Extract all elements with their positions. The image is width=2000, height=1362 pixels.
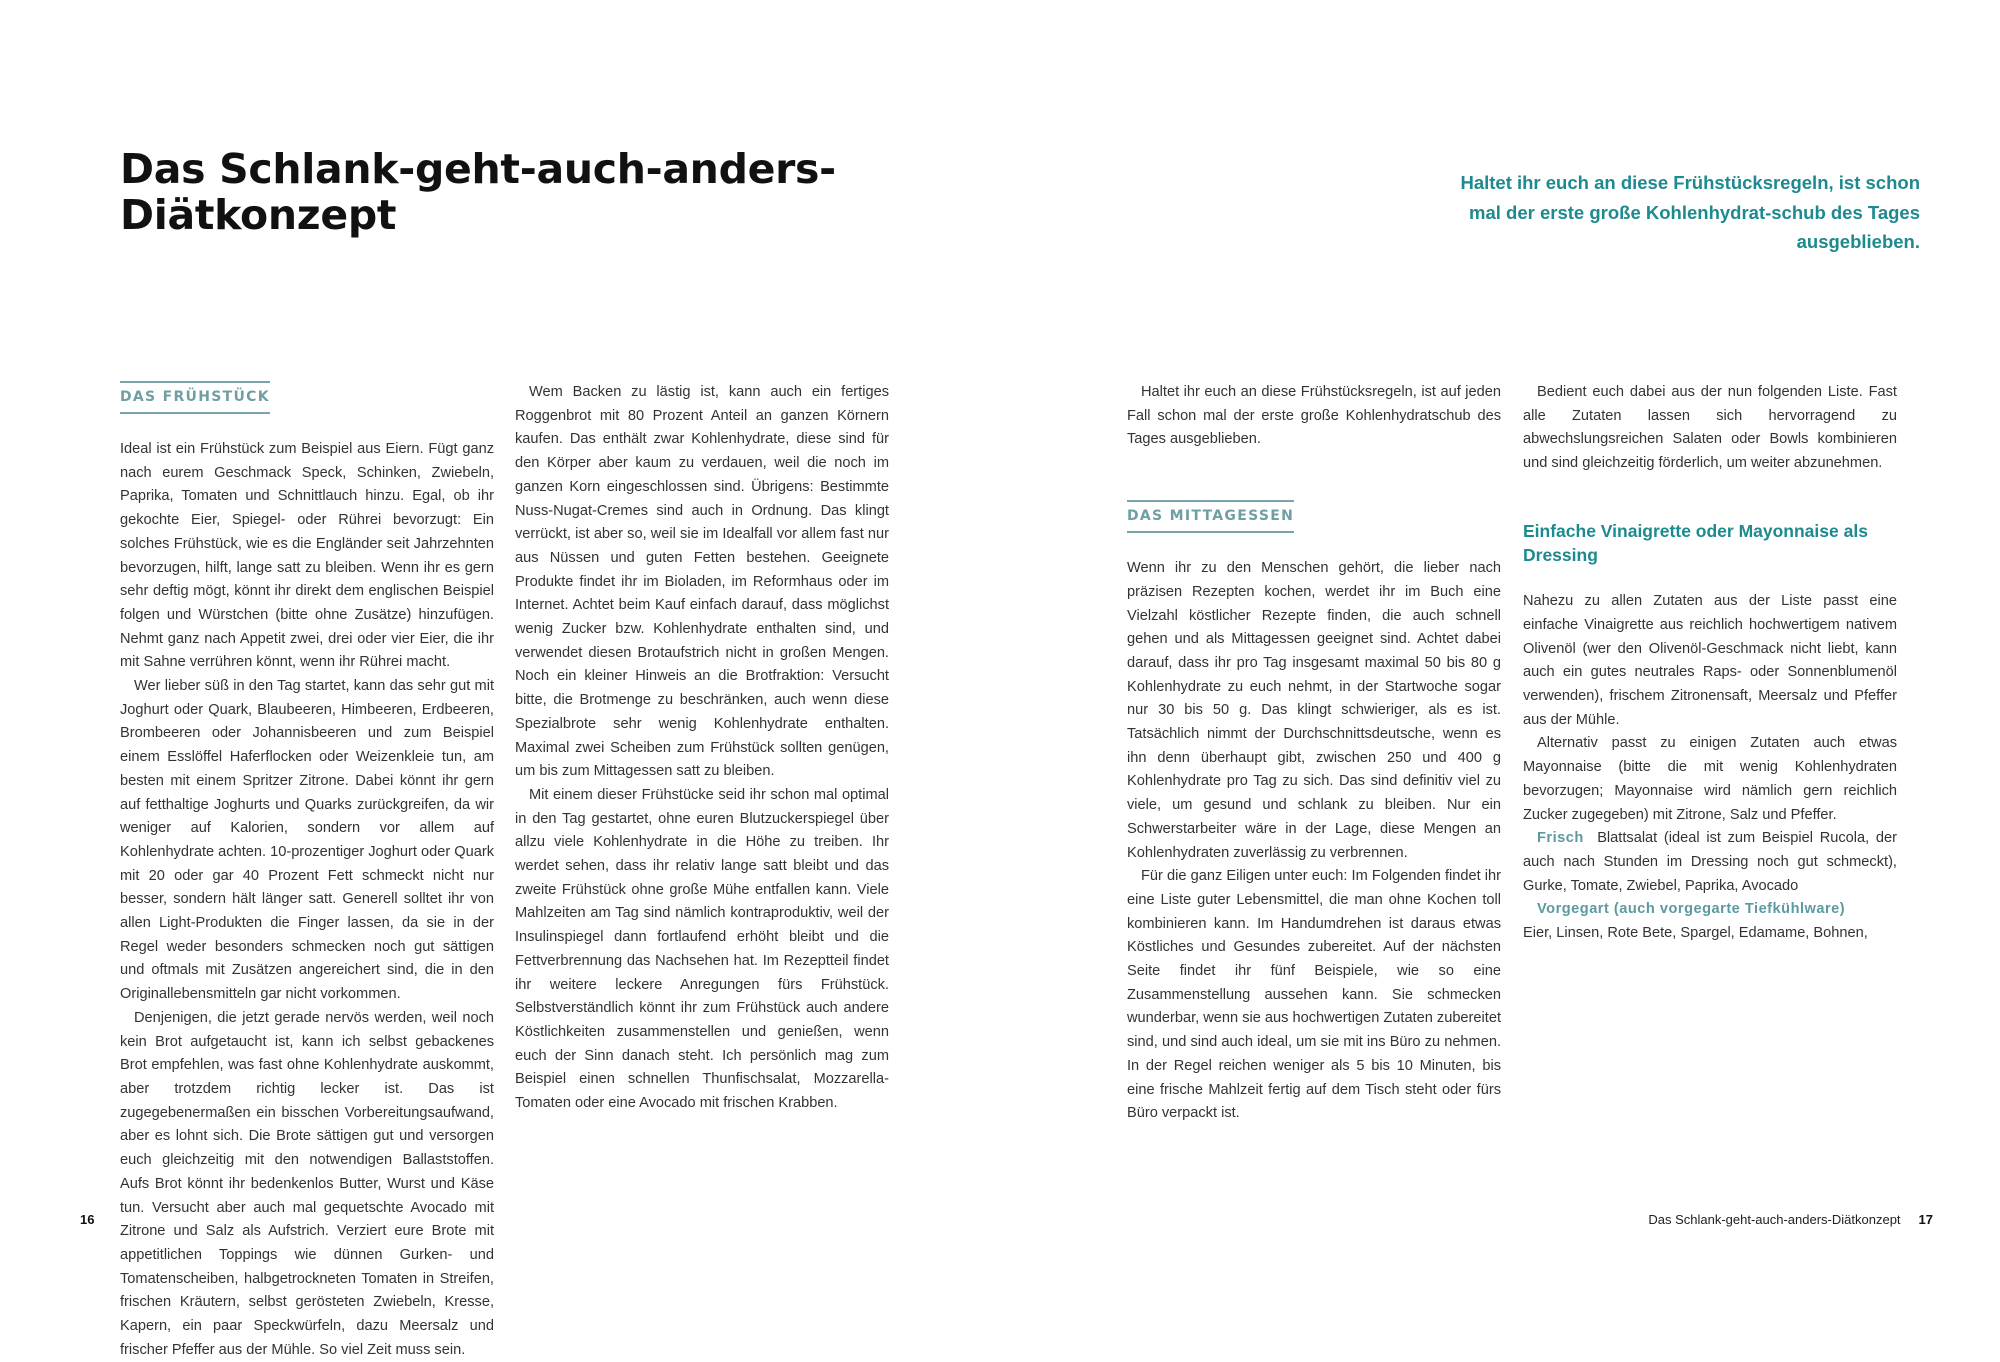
list-text-vorgegart: Eier, Linsen, Rote Bete, Spargel, Edamame, Bohnen, xyxy=(1523,925,1868,942)
text-column-1 xyxy=(120,381,494,1362)
running-title: Das Schlank-geht-auch-anders-Diätkonzept xyxy=(1648,1212,1901,1227)
text-column-2 xyxy=(515,381,889,1116)
section-heading-mittagessen: DAS MITTAGESSEN xyxy=(1127,500,1294,533)
running-footer xyxy=(1648,1212,1933,1227)
paragraph: Alternativ passt zu einigen Zutaten auch etwas Mayonnaise (bitte die mit wenig Kohlenhydraten bevorzugen; Mayonnaise wird nämlich gern reichlich Zucker zugegeben) mit Zitrone, Salz und Pfeffer. xyxy=(1523,735,1897,823)
paragraph: Denjenigen, die jetzt gerade nervös werden, weil noch kein Brot aufgetaucht ist, kann ich selbst gebackenes Brot empfehlen, was fast ohne Kohlenhydrate auskommt, aber trotzdem richtig lecker ist. Das ist zugegebenermaßen ein bisschen Vorbereitungsaufwand, aber es lohnt sich. Die Brote sättigen gut und versorgen euch gleichzeitig mit den notwendigen Ballaststoffen. Aufs Brot könnt ihr bedenkenlos Butter, Wurst und Käse tun. Versucht aber auch mal gequetschte Avocado mit Zitrone und Salz als Aufstrich. Verziert eure Brote mit appetitlichen Toppings wie dünnen Gurken- und Tomatenscheiben, halbgetrockneten Tomaten in Streifen, frischen Kräutern, selbst gerösteten Zwiebeln, Kresse, Kapern, ein paar Speckwürfeln, dazu Meersalz und frischer Pfeffer aus der Mühle. So viel Zeit muss sein. xyxy=(120,1009,494,1358)
text-column-4 xyxy=(1523,381,1897,946)
page-title: Das Schlank-geht-auch-anders-Diätkonzept xyxy=(120,145,836,239)
page-number-left: 16 xyxy=(80,1212,95,1227)
paragraph: Für die ganz Eiligen unter euch: Im Folgenden findet ihr eine Liste guter Lebensmittel, die man ohne Kochen toll kombinieren kann. Im Handumdrehen ist daraus etwas Köstliches und Gesundes zubereitet. Auf der nächsten Seite findet ihr fünf Beispiele, wie so eine Zusammenstellung aussehen kann. Sie schmecken wunderbar, wenn sie aus hochwertigen Zutaten zubereitet sind, und sind auch ideal, um sie mit ins Büro zu nehmen. In der Regel reichen weniger als 5 bis 10 Minuten, bis eine frische Mahlzeit fertig auf dem Tisch steht oder fürs Büro verpackt ist. xyxy=(1127,868,1501,1122)
list-label-frisch: Frisch xyxy=(1537,830,1584,847)
page-number-right: 17 xyxy=(1918,1212,1933,1227)
paragraph: Haltet ihr euch an diese Frühstücksregeln, ist auf jeden Fall schon mal der erste große Kohlenhydratschub des Tages ausgeblieben. xyxy=(1127,384,1501,448)
section-heading-fruehstueck: DAS FRÜHSTÜCK xyxy=(120,381,270,414)
text-column-3 xyxy=(1127,381,1501,1126)
pull-quote: Haltet ihr euch an diese Frühstücksregeln, ist schon mal der erste große Kohlenhydrat-schub des Tages ausgeblieben. xyxy=(1460,172,1920,252)
paragraph: Bedient euch dabei aus der nun folgenden Liste. Fast alle Zutaten lassen sich hervorragend zu abwechslungsreichen Salaten oder Bowls kombinieren und sind gleichzeitig förderlich, um weiter abzunehmen. xyxy=(1523,384,1897,472)
paragraph: Wenn ihr zu den Menschen gehört, die lieber nach präzisen Rezepten kochen, werdet ihr im Buch eine Vielzahl köstlicher Rezepte finden, die auch schnell gehen und als Mittagessen geeignet sind. Achtet dabei darauf, dass ihr pro Tag insgesamt maximal 50 bis 80 g Kohlenhydrate zu euch nehmt, in der Startwoche sogar nur 30 bis 50 g. Das klingt schwieriger, als es ist. Tatsächlich nimmt der Durchschnittsdeutsche, wenn es ihn denn überhaupt gibt, zwischen 250 und 400 g Kohlenhydrate pro Tag zu sich. Das sind definitiv viel zu viele, um gesund und schlank zu bleiben. Nur ein Schwerstarbeiter wäre in der Lage, diese Mengen an Kohlenhydraten zuverlässig zu verbrennen. xyxy=(1127,560,1501,861)
paragraph: Nahezu zu allen Zutaten aus der Liste passt eine einfache Vinaigrette aus reichlich hochwertigem nativem Olivenöl (wer den Olivenöl-Geschmack nicht liebt, kann auch ein gutes neutrales Raps- oder Sonnenblumenöl verwenden), frischem Zitronensaft, Meersalz und Pfeffer aus der Mühle. xyxy=(1523,593,1897,728)
paragraph: Wem Backen zu lästig ist, kann auch ein fertiges Roggenbrot mit 80 Prozent Anteil an ganzen Körnern kaufen. Das enthält zwar Kohlenhydrate, diese sind für den Körper aber kaum zu verdauen, weil die noch im ganzen Korn eingeschlossen sind. Übrigens: Bestimmte Nuss-Nugat-Cremes sind auch in Ordnung. Das klingt verrückt, ist aber so, weil sie im Idealfall vor allem fast nur aus Nüssen und guten Fetten bestehen. Geeignete Produkte findet ihr im Bioladen, im Reformhaus oder im Internet. Achtet beim Kauf einfach darauf, dass möglichst wenig Zucker bzw. Kohlenhydrate enthalten sind, und verwendet diesen Brotaufstrich nicht in großen Mengen. Noch ein kleiner Hinweis an die Brotfraktion: Versucht bitte, die Brotmenge zu beschränken, auch wenn diese Spezialbrote sehr wenig Kohlenhydrate enthalten. Maximal zwei Scheiben zum Frühstück sollten genügen, um bis zum Mittagessen satt zu bleiben. xyxy=(515,384,889,780)
list-text-frisch: Blattsalat (ideal ist zum Beispiel Rucola, der auch nach Stunden im Dressing noch gut schmeckt), Gurke, Tomate, Zwiebel, Paprika, Avocado xyxy=(1523,830,1897,894)
subheading-dressing: Einfache Vinaigrette oder Mayonnaise als Dressing xyxy=(1523,520,1868,565)
list-label-vorgegart: Vorgegart (auch vorgegarte Tiefkühlware) xyxy=(1537,901,1846,918)
paragraph: Ideal ist ein Frühstück zum Beispiel aus Eiern. Fügt ganz nach eurem Geschmack Speck, Schinken, Zwiebeln, Paprika, Tomaten und Schnittlauch hinzu. Egal, ob ihr gekochte Eier, Spiegel- oder Rührei bevorzugt: Ein solches Frühstück, wie es die Engländer seit Jahrzehnten bevorzugen, hilft, lange satt zu bleiben. Wenn ihr es gern sehr deftig mögt, könnt ihr direkt dem englischen Beispiel folgen und Würstchen (bitte ohne Zusätze) hinzufügen. Nehmt ganz nach Appetit zwei, drei oder vier Eier, die ihr mit Sahne verrühren könnt, wenn ihr Rührei macht. xyxy=(120,441,494,671)
list-item-vorgegart xyxy=(1523,898,1897,945)
paragraph: Wer lieber süß in den Tag startet, kann das sehr gut mit Joghurt oder Quark, Blaubeeren, Himbeeren, Erdbeeren, Brombeeren oder Johannisbeeren und zum Beispiel einem Esslöffel Haferflocken oder Weizenkleie tun, am besten mit einem Spritzer Zitrone. Dabei könnt ihr gern auf fetthaltige Joghurts und Quarks zurückgreifen, da wir weniger auf Kalorien, sondern vor allem auf Kohlenhydrate achten. 10-prozentiger Joghurt oder Quark mit 20 oder gar 40 Prozent Fett schmeckt nicht nur besser, sondern hält länger satt. Generell solltet ihr von allen Light-Produkten die Finger lassen, da sie in der Regel weder besonders schmecken noch gut sättigen und oftmals mit Zusätzen angereichert sind, die in den Originallebensmitteln gar nicht vorkommen. xyxy=(120,678,494,1003)
list-item-frisch xyxy=(1523,827,1897,898)
paragraph: Mit einem dieser Frühstücke seid ihr schon mal optimal in den Tag gestartet, ohne euren Blutzuckerspiegel über allzu viele Kohlenhydrate in die Höhe zu treiben. Ihr werdet sehen, dass ihr relativ lange satt bleibt und das zweite Frühstück ohne große Mühe entfallen kann. Viele Mahlzeiten am Tag sind nämlich kontraproduktiv, weil der Insulinspiegel dann fortlaufend erhöht bleibt und die Fettverbrennung das Nachsehen hat. Im Rezeptteil findet ihr weitere leckere Anregungen fürs Frühstück. Selbstverständlich könnt ihr zum Frühstück auch andere Köstlichkeiten zusammenstellen und genießen, wenn euch der Sinn danach steht. Ich persönlich mag zum Beispiel einen schnellen Thunfischsalat, Mozzarella-Tomaten oder eine Avocado mit frischen Krabben. xyxy=(515,786,889,1112)
